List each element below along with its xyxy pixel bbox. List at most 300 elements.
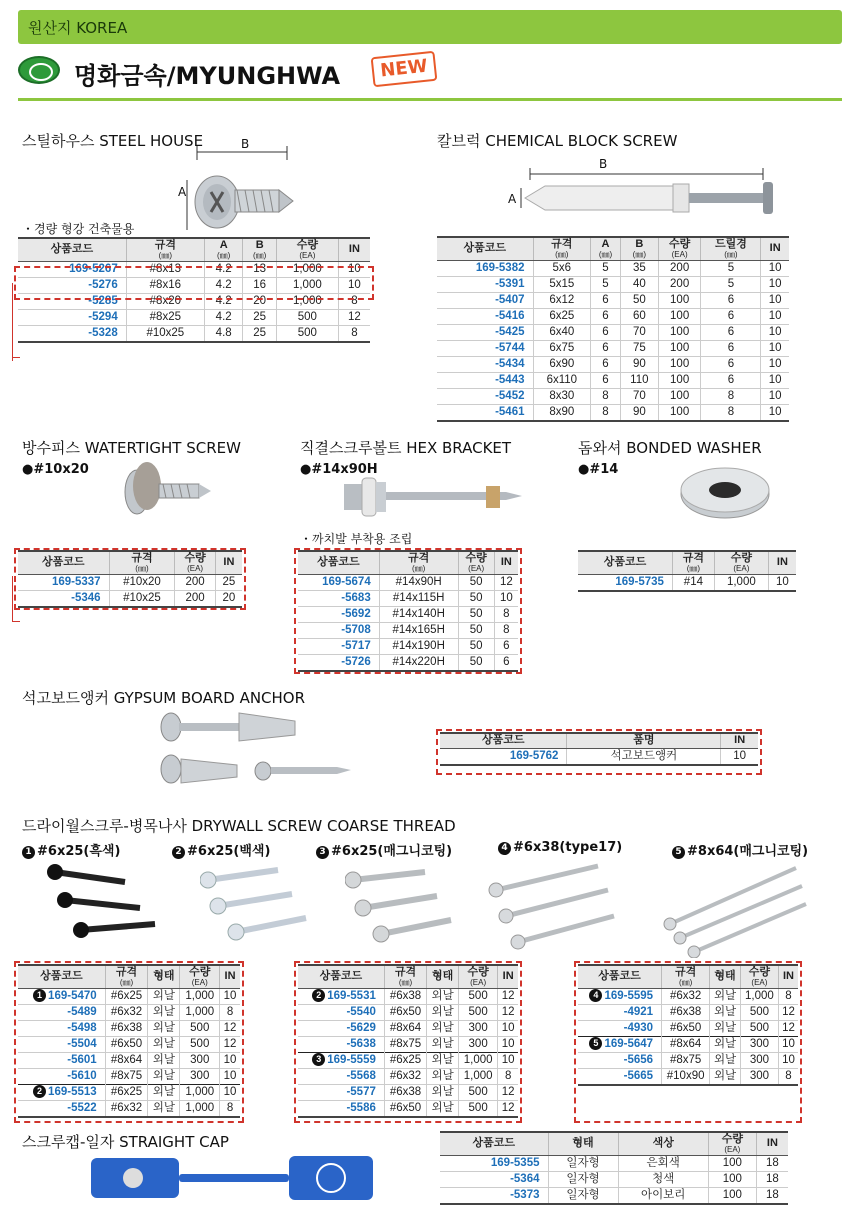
table-cell (701, 388, 761, 404)
product-code: -5717 (341, 639, 371, 652)
cell-value: 1,000 (292, 294, 322, 307)
product-code: 169-5762 (509, 749, 559, 762)
cell-value: 16 (253, 278, 267, 291)
cell-value: 70 (632, 389, 646, 402)
header-unit: (㎜) (253, 250, 267, 260)
cap-table (440, 1131, 788, 1205)
header-row (578, 551, 796, 574)
table-cell (761, 388, 789, 404)
table-cell (708, 1171, 756, 1187)
cell-value: 10 (223, 1069, 237, 1082)
header-label: 형태 (153, 970, 175, 983)
cell-value: #10x90 (666, 1069, 705, 1082)
cell-value: 40 (632, 277, 646, 290)
table-cell (533, 340, 591, 356)
table-cell (620, 388, 658, 404)
column-header (440, 1132, 548, 1155)
cell-value: 10 (223, 1085, 237, 1098)
product-code: 169-5355 (490, 1156, 540, 1169)
header-label: 상품코드 (603, 556, 647, 569)
cell-value: 6x75 (549, 341, 575, 354)
table-cell (243, 325, 277, 342)
table-cell (658, 260, 701, 276)
header-label: IN (769, 242, 781, 255)
table-cell (437, 372, 533, 388)
cell-value: 50 (469, 623, 483, 636)
cell-value: 10 (733, 749, 747, 762)
cell-value: #8x25 (149, 310, 181, 323)
cell-value: 300 (468, 1037, 488, 1050)
cell-value: 1,000 (726, 575, 756, 588)
table-cell (708, 1187, 756, 1204)
cell-value: 10 (768, 357, 782, 370)
table-cell (437, 404, 533, 421)
cell-value: 200 (185, 575, 205, 588)
table-cell (533, 372, 591, 388)
header-label: IN (782, 970, 794, 983)
origin-text: 원산지 KOREA (28, 19, 128, 37)
cell-value: 100 (670, 325, 690, 338)
table-cell (620, 260, 658, 276)
header-row (437, 237, 789, 260)
chemical-dim-a: A (508, 192, 517, 206)
table-cell (618, 1155, 708, 1171)
header-label: IN (224, 970, 236, 983)
header-unit: (㎜) (158, 250, 172, 260)
product-code: -5461 (495, 405, 525, 418)
table-cell (701, 292, 761, 308)
cell-value: 4.2 (215, 294, 232, 307)
cell-value: 300 (190, 1053, 210, 1066)
cell-value: 8 (351, 294, 358, 307)
product-code: -5540 (346, 1005, 376, 1018)
table-cell (761, 308, 789, 324)
variant-label: #8x64(매그니코팅) (687, 844, 809, 859)
hex-title: 직결스크루볼트 HEX BRACKET (300, 439, 512, 457)
cell-value: 8 (727, 405, 735, 418)
table-cell (658, 308, 701, 324)
cell-value: 6 (602, 309, 609, 322)
table-row (437, 276, 789, 292)
header-label: 수량 (668, 238, 691, 250)
header-label: B (635, 238, 644, 250)
header-unit: (㎜) (135, 563, 149, 573)
cell-value: #14x115H (392, 591, 445, 604)
header-label: IN (734, 734, 746, 746)
number-badge: 2 (33, 1085, 46, 1098)
header-label: IN (500, 556, 512, 569)
product-code: -5726 (341, 655, 371, 668)
cell-value: 아이보리 (640, 1188, 686, 1201)
table-cell (437, 340, 533, 356)
cell-value: 8 (351, 326, 358, 339)
arrow-line (12, 283, 13, 361)
washer-title: 돔와셔 BONDED WASHER (578, 439, 762, 457)
cell-value: 90 (632, 405, 646, 418)
product-code: 169-5267 (69, 262, 118, 275)
product-code: -5425 (495, 325, 525, 338)
cell-value: 10 (768, 373, 782, 386)
cell-value: 석고보드앵커 (610, 749, 678, 762)
cell-value: #14 (683, 575, 703, 588)
cell-value: 10 (223, 1053, 237, 1066)
cell-value: #8x64 (110, 1053, 143, 1066)
cell-value: #8x20 (149, 294, 181, 307)
table-cell (533, 260, 591, 276)
cell-value: 500 (190, 1021, 210, 1034)
header-label: 품명 (633, 734, 655, 746)
highlight-box (294, 961, 522, 1123)
product-code: -5504 (67, 1037, 97, 1050)
cell-value: #8x75 (389, 1037, 422, 1050)
cell-value: 일자형 (566, 1188, 600, 1201)
cell-value: 50 (469, 575, 483, 588)
cell-value: 8 (785, 1069, 792, 1082)
cell-value: 6 (602, 373, 609, 386)
product-code: -5407 (495, 293, 525, 306)
cell-value: 10 (768, 261, 782, 274)
column-header (533, 237, 591, 260)
cell-value: 10 (768, 341, 782, 354)
steel-house-title: 스틸하우스 STEEL HOUSE (22, 132, 204, 150)
table-cell (701, 340, 761, 356)
table-row (440, 1155, 788, 1171)
cell-value: 18 (766, 1172, 779, 1185)
table-cell (591, 404, 621, 421)
cell-value: 6 (602, 325, 609, 338)
arrow-head (12, 357, 20, 358)
header-label: IN (348, 243, 360, 256)
product-code: -5708 (341, 623, 371, 636)
table-row (578, 574, 796, 591)
table-row (437, 404, 789, 421)
steel-house-dim-b: B (241, 137, 250, 151)
cell-value: #8x64 (669, 1037, 702, 1050)
column-header (756, 1132, 788, 1155)
cell-value: 10 (499, 591, 513, 604)
cell-value: 8 (503, 607, 510, 620)
chemical-title: 칼브럭 CHEMICAL BLOCK SCREW (437, 132, 678, 150)
cell-value: 외날 (713, 1037, 737, 1050)
cell-value: 75 (632, 341, 646, 354)
number-badge: 3 (312, 1053, 325, 1066)
header-divider (18, 98, 842, 101)
cell-value: 300 (749, 1053, 770, 1066)
cell-value: #6x50 (669, 1021, 702, 1034)
table-row (437, 356, 789, 372)
table-cell (701, 372, 761, 388)
number-badge: 3 (316, 846, 329, 859)
highlight-box (574, 961, 802, 1123)
hex-bracket-image (340, 470, 525, 525)
cell-value: 300 (749, 1037, 770, 1050)
cell-value: 10 (768, 389, 782, 402)
table-cell (533, 292, 591, 308)
table-cell (548, 1155, 618, 1171)
cell-value: 외날 (152, 1069, 175, 1082)
table-cell (533, 388, 591, 404)
product-code: -5586 (346, 1101, 376, 1114)
table-cell (204, 309, 242, 325)
type17-screws-image (488, 860, 618, 950)
header-label: 상품코드 (463, 242, 506, 255)
watertight-spec: ●#10x20 (22, 462, 89, 477)
header-unit: (㎜) (632, 249, 646, 259)
product-code: -5683 (341, 591, 371, 604)
table-cell (620, 340, 658, 356)
table-cell (440, 1155, 548, 1171)
cell-value: 500 (190, 1037, 210, 1050)
cell-value: 110 (630, 373, 649, 386)
table-cell (620, 308, 658, 324)
cell-value: 8 (602, 389, 609, 402)
number-badge: 2 (312, 989, 325, 1002)
table-cell (701, 324, 761, 340)
table-row (437, 292, 789, 308)
cell-value: 12 (347, 310, 361, 323)
cell-value: 6 (727, 357, 735, 370)
cell-value: 외날 (431, 1021, 454, 1034)
header-unit: (㎜) (686, 563, 701, 573)
cell-value: 1,000 (463, 1053, 493, 1066)
table-row (437, 308, 789, 324)
cell-value: 25 (253, 326, 267, 339)
cell-value: 10 (768, 309, 782, 322)
product-code: -5692 (341, 607, 371, 620)
steel-house-dim-a: A (178, 185, 187, 199)
cell-value: #10x20 (123, 575, 161, 588)
table-cell (620, 292, 658, 308)
header-label: 규격 (551, 238, 573, 250)
variant-label: #6x25(흑색) (37, 844, 121, 859)
cell-value: 12 (501, 1005, 515, 1018)
cell-value: 외날 (152, 1037, 175, 1050)
cell-value: 외날 (713, 1053, 737, 1066)
header-label: 수량 (467, 966, 489, 978)
product-code: -5601 (67, 1053, 97, 1066)
header-unit: (EA) (751, 977, 768, 987)
table-cell (437, 388, 533, 404)
product-code: -5522 (67, 1101, 97, 1114)
watertight-screw-image (115, 458, 215, 523)
cell-value: 1,000 (185, 989, 215, 1002)
cell-value: 100 (722, 1188, 742, 1201)
table-cell (658, 356, 701, 372)
column-header (591, 237, 621, 260)
table-row (18, 309, 370, 325)
cell-value: 500 (297, 310, 317, 323)
table-cell (620, 356, 658, 372)
header-label: 수량 (189, 966, 211, 978)
table-cell (338, 325, 370, 342)
product-code: 169-5531 (327, 989, 376, 1002)
table-cell (761, 292, 789, 308)
header-label: 색상 (652, 1137, 674, 1150)
cell-value: 청색 (652, 1172, 675, 1185)
table-cell (620, 276, 658, 292)
cell-value: #6x32 (110, 1101, 143, 1114)
header-label: B (255, 239, 264, 251)
table-cell (440, 1171, 548, 1187)
header-label: 수량 (465, 552, 487, 564)
product-code: -4921 (623, 1005, 654, 1018)
product-code: 169-5470 (48, 989, 97, 1002)
header-label: 규격 (131, 552, 153, 564)
cell-value: 500 (749, 1005, 770, 1018)
cell-value: #6x32 (389, 1069, 422, 1082)
cell-value: 외날 (431, 989, 454, 1002)
cell-value: 6x90 (549, 357, 575, 370)
table-cell (756, 1155, 788, 1171)
cell-value: 1,000 (185, 1101, 215, 1114)
cell-value: 외날 (152, 1005, 175, 1018)
product-code: -5638 (346, 1037, 376, 1050)
cell-value: 외날 (431, 1069, 454, 1082)
cell-value: 1,000 (745, 989, 774, 1002)
header-label: 상품코드 (50, 243, 94, 256)
table-cell (18, 325, 126, 342)
header-label: 수량 (730, 552, 752, 564)
product-code: -5346 (71, 591, 101, 604)
table-cell (18, 309, 126, 325)
table-cell (533, 404, 591, 421)
header-label: 상품코드 (319, 970, 363, 983)
table-cell (620, 404, 658, 421)
cell-value: #8x13 (149, 262, 181, 275)
brand-logo-icon (18, 56, 60, 84)
cell-value: 60 (632, 309, 646, 322)
product-code: -5452 (495, 389, 525, 402)
cell-value: #6x25 (389, 1053, 422, 1066)
cell-value: 6 (602, 341, 609, 354)
table-cell (591, 372, 621, 388)
watertight-title: 방수피스 WATERTIGHT SCREW (22, 439, 241, 457)
cell-value: 외날 (431, 1101, 454, 1114)
cell-value: 300 (468, 1021, 488, 1034)
arrow-head (12, 621, 20, 622)
arrow-line (12, 576, 13, 622)
table-cell (437, 276, 533, 292)
table-cell (658, 340, 701, 356)
table-cell (591, 324, 621, 340)
table-cell (768, 574, 796, 591)
header-unit: (㎜) (119, 977, 134, 987)
product-code: 169-5595 (604, 989, 654, 1002)
header-unit: (EA) (470, 977, 487, 987)
cell-value: 25 (222, 575, 236, 588)
product-code: -5489 (67, 1005, 97, 1018)
steel-house-note: ・경량 형강 건축물용 (22, 222, 135, 236)
cell-value: 8 (727, 389, 735, 402)
header-label: A (219, 239, 228, 251)
cell-value: 일자형 (566, 1172, 600, 1185)
header-unit: (㎜) (412, 563, 426, 573)
cell-value: 6 (727, 373, 735, 386)
table-cell (756, 1171, 788, 1187)
cap-title: 스크루캡-일자 STRAIGHT CAP (22, 1133, 229, 1151)
column-header (618, 1132, 708, 1155)
straight-cap-image (85, 1150, 385, 1205)
drywall-variant-5 (672, 840, 808, 859)
variant-label: #6x25(백색) (187, 844, 271, 859)
cell-value: 10 (776, 575, 789, 588)
cell-value: 6x40 (549, 325, 575, 338)
cell-value: 5 (602, 261, 609, 274)
origin-bar (18, 10, 842, 44)
table-cell (672, 574, 714, 591)
drywall-variant-2 (172, 840, 270, 859)
product-code: 169-5674 (322, 575, 371, 588)
header-label: 상품코드 (317, 556, 360, 569)
cell-value: 20 (253, 294, 267, 307)
column-header (701, 237, 761, 260)
column-header (578, 551, 672, 574)
header-row (18, 238, 370, 261)
product-code: -5744 (495, 341, 525, 354)
cell-value: 8 (226, 1005, 234, 1018)
table-cell (658, 388, 701, 404)
cell-value: 200 (185, 591, 205, 604)
cell-value: 외날 (152, 989, 175, 1002)
table-row (440, 1171, 788, 1187)
cell-value: #10x25 (123, 591, 161, 604)
product-code: -5629 (346, 1021, 376, 1034)
cell-value: 10 (501, 1021, 515, 1034)
number-badge: 1 (33, 989, 46, 1002)
cell-value: 외날 (713, 1021, 737, 1034)
table-cell (761, 356, 789, 372)
table-row (437, 372, 789, 388)
column-header (204, 238, 242, 261)
header-label: IN (223, 556, 235, 569)
header-label: 규격 (408, 552, 430, 564)
cell-value: 100 (670, 341, 690, 354)
cell-value: 100 (670, 389, 690, 402)
cell-value: #14x90H (395, 575, 442, 588)
product-code: -5610 (67, 1069, 97, 1082)
cell-value: 50 (632, 293, 646, 306)
table-cell (620, 372, 658, 388)
new-badge: NEW (371, 51, 438, 88)
cell-value: 100 (722, 1172, 742, 1185)
header-unit: (EA) (724, 1144, 741, 1154)
table-row (440, 1187, 788, 1204)
header-label: IN (766, 1137, 778, 1150)
header-label: 수량 (721, 1133, 743, 1145)
table-cell (437, 260, 533, 276)
cell-value: 5 (727, 277, 735, 290)
header-label: 수량 (296, 239, 318, 251)
header-unit: (EA) (671, 249, 688, 259)
cell-value: 4.8 (215, 326, 232, 339)
header-label: 수량 (748, 966, 771, 978)
cell-value: 300 (749, 1069, 770, 1082)
table-cell (761, 324, 789, 340)
cell-value: #6x38 (389, 989, 422, 1002)
header-label: 형태 (431, 970, 454, 983)
cell-value: #6x50 (389, 1005, 422, 1018)
header-label: 규격 (115, 966, 138, 978)
column-header (126, 238, 204, 261)
table-row (437, 260, 789, 276)
product-code: -5294 (88, 310, 118, 323)
product-code: -5276 (88, 278, 118, 291)
header-label: 드릴경 (714, 238, 747, 250)
column-header (714, 551, 768, 574)
table-cell (591, 308, 621, 324)
highlight-box (436, 729, 762, 775)
cell-value: 90 (632, 357, 646, 370)
